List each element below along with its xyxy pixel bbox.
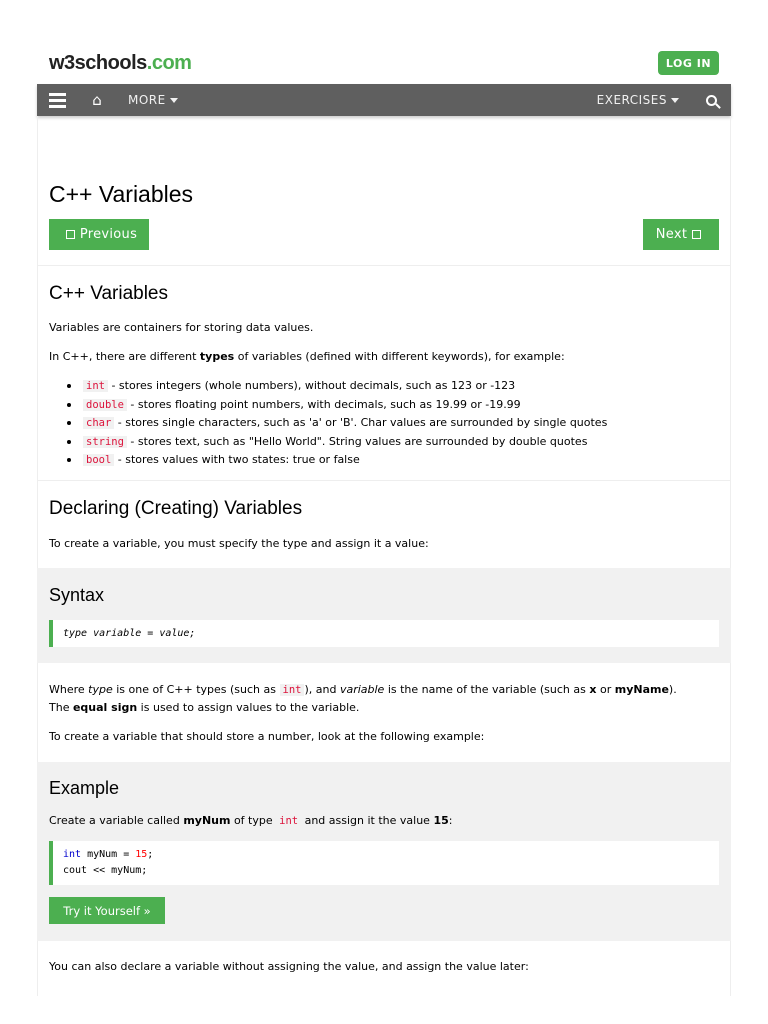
previous-label: Previous	[79, 227, 138, 242]
list-item: bool - stores values with two states: true or false	[65, 451, 607, 470]
home-icon[interactable]: ⌂	[92, 91, 102, 109]
types-list	[65, 377, 607, 470]
menu-icon[interactable]	[37, 84, 77, 116]
top-navbar	[37, 84, 731, 116]
w3schools-logo[interactable]	[49, 52, 191, 75]
logo-main: w3schools	[49, 52, 147, 74]
login-button[interactable]: LOG IN	[658, 51, 719, 75]
syntax-heading: Syntax	[49, 585, 105, 605]
intro-paragraph-1: Variables are containers for storing data values.	[49, 321, 314, 334]
example-description: Create a variable called myNum of type int and assign it the value 15:	[49, 814, 453, 827]
syntax-panel	[37, 568, 731, 663]
more-label: MORE	[128, 93, 166, 107]
list-item: char - stores single characters, such as 'a' or 'B'. Char values are surrounded by single quotes	[65, 414, 607, 433]
square-icon	[66, 230, 75, 239]
list-item: int - stores integers (whole numbers), without decimals, such as 123 or -123	[65, 377, 607, 396]
example-intro-paragraph: To create a variable that should store a number, look at the following example:	[49, 730, 485, 743]
caret-down-icon	[671, 98, 679, 103]
previous-button[interactable]	[49, 219, 149, 250]
next-button[interactable]	[643, 219, 719, 250]
intro-paragraph-2: In C++, there are different types of variables (defined with different keywords), for example:	[49, 350, 565, 363]
example-heading: Example	[49, 778, 120, 798]
caret-down-icon	[170, 98, 178, 103]
code-line: cout << myNum;	[63, 865, 148, 876]
declaring-heading: Declaring (Creating) Variables	[49, 498, 303, 519]
more-menu[interactable]	[117, 84, 189, 116]
list-item: double - stores floating point numbers, with decimals, such as 19.99 or -19.99	[65, 396, 607, 415]
page-title: C++ Variables	[49, 181, 194, 207]
logo-tld: .com	[146, 52, 192, 74]
footer-paragraph: You can also declare a variable without assigning the value, and assign the value later:	[49, 960, 529, 973]
divider	[37, 265, 731, 266]
list-item: string - stores text, such as "Hello World". String values are surrounded by double quotes	[65, 433, 607, 452]
example-code	[49, 841, 719, 885]
search-icon[interactable]	[691, 84, 731, 116]
divider	[37, 480, 731, 481]
exercises-label: EXERCISES	[596, 93, 667, 107]
next-label: Next	[655, 227, 688, 242]
try-it-yourself-button[interactable]: Try it Yourself »	[49, 897, 165, 924]
where-paragraph: Where type is one of C++ types (such as int ), and variable is the name of the variable (such as x or myName). The equal sign is used to assign values to the variable.	[49, 683, 677, 714]
code-line: int myNum = 15;	[63, 849, 154, 860]
declaring-paragraph: To create a variable, you must specify the type and assign it a value:	[49, 537, 429, 550]
syntax-code: type variable = value;	[49, 620, 719, 647]
intro-heading: C++ Variables	[49, 283, 168, 304]
exercises-menu[interactable]	[585, 84, 691, 116]
square-icon	[692, 230, 701, 239]
